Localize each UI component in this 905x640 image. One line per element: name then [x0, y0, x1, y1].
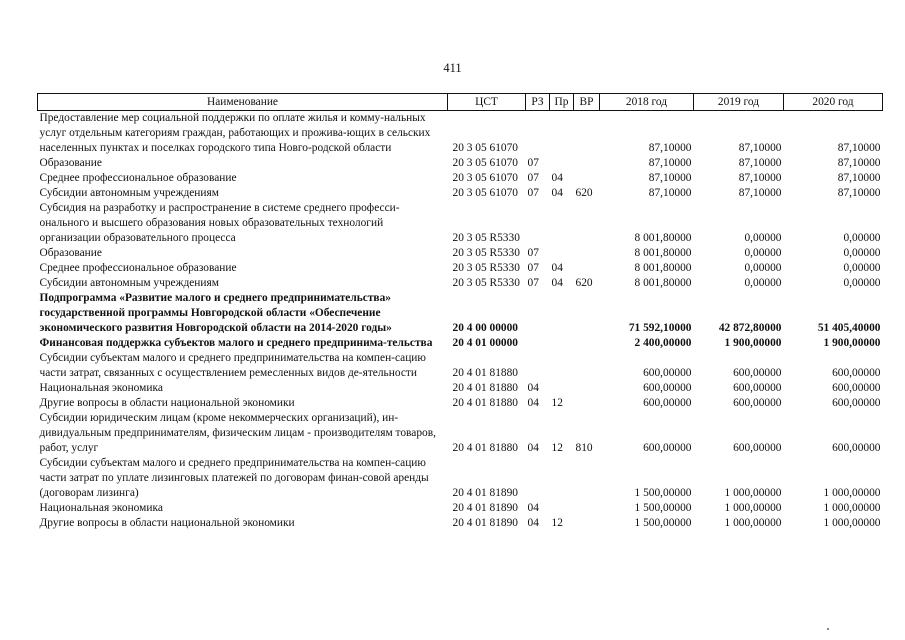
row-amount-2019: 1 000,00000 — [724, 487, 782, 499]
row-amount-2018: 600,00000 — [643, 442, 692, 454]
row-cst: 20 3 05 61070 — [452, 172, 518, 184]
table-row — [38, 246, 883, 261]
row-name: Национальная экономика — [39, 502, 163, 514]
row-amount-2020: 87,10000 — [837, 187, 881, 199]
row-cst: 20 3 05 R5330 — [452, 232, 520, 244]
row-pr — [550, 381, 574, 396]
row-vr — [574, 396, 600, 411]
header-2019: 2019 год — [694, 94, 784, 111]
row-amount-2020: 600,00000 — [832, 367, 881, 379]
header-2018: 2018 год — [600, 94, 694, 111]
row-amount-2019: 0,00000 — [744, 232, 782, 244]
row-vr — [574, 501, 600, 516]
row-amount-2020: 600,00000 — [832, 397, 881, 409]
row-rz — [526, 111, 550, 157]
row-amount-2020: 87,10000 — [837, 172, 881, 184]
row-name: Субсидии автономным учреждениям — [39, 187, 219, 199]
row-name: Среднее профессиональное образование — [39, 262, 237, 274]
row-rz: 07 — [527, 172, 539, 184]
row-pr — [550, 246, 574, 261]
table-row — [38, 456, 883, 501]
row-rz — [526, 201, 550, 246]
row-amount-2020: 1 000,00000 — [823, 487, 881, 499]
row-name: Субсидия на разработку и распространение в системе среднего професси-онального и высшего образования новых образовательных технологий организации образовательного процесса — [39, 202, 400, 244]
row-vr: 620 — [575, 187, 593, 199]
row-amount-2019: 87,10000 — [738, 142, 782, 154]
table-row — [38, 201, 883, 246]
row-amount-2020: 1 000,00000 — [823, 502, 881, 514]
row-rz: 07 — [527, 262, 539, 274]
row-rz: 04 — [527, 397, 539, 409]
row-vr — [574, 261, 600, 276]
row-cst: 20 4 01 81880 — [452, 382, 518, 394]
row-name: Образование — [39, 157, 102, 169]
row-amount-2020: 87,10000 — [837, 142, 881, 154]
table-row — [38, 516, 883, 531]
table-row — [38, 351, 883, 381]
row-vr — [574, 291, 600, 336]
row-vr: 810 — [575, 442, 593, 454]
row-amount-2019: 87,10000 — [738, 187, 782, 199]
table-row — [38, 261, 883, 276]
row-amount-2018: 1 500,00000 — [634, 502, 692, 514]
row-cst: 20 4 01 81880 — [452, 367, 518, 379]
row-cst: 20 4 00 00000 — [452, 322, 518, 334]
row-vr — [574, 201, 600, 246]
row-pr: 04 — [551, 172, 563, 184]
row-cst: 20 4 01 81880 — [452, 397, 518, 409]
row-amount-2018: 8 001,80000 — [634, 262, 692, 274]
row-amount-2018: 71 592,10000 — [628, 322, 692, 334]
row-amount-2020: 87,10000 — [837, 157, 881, 169]
table-row — [38, 381, 883, 396]
row-pr — [550, 501, 574, 516]
row-cst: 20 3 05 R5330 — [452, 262, 520, 274]
table-row — [38, 501, 883, 516]
row-amount-2019: 87,10000 — [738, 172, 782, 184]
row-amount-2020: 0,00000 — [843, 262, 881, 274]
row-pr — [550, 111, 574, 157]
row-amount-2018: 600,00000 — [643, 367, 692, 379]
row-name: Субсидии субъектам малого и среднего предпринимательства на компен-сацию части затрат по уплате лизинговых платежей по договорам финан-совой аренды (договорам лизинга) — [39, 457, 429, 499]
row-cst: 20 3 05 61070 — [452, 187, 518, 199]
header-name: Наименование — [38, 94, 448, 111]
table-header-row — [38, 94, 883, 111]
row-pr: 04 — [551, 277, 563, 289]
row-amount-2019: 600,00000 — [733, 382, 782, 394]
row-amount-2020: 0,00000 — [843, 232, 881, 244]
table-row — [38, 171, 883, 186]
row-amount-2018: 2 400,00000 — [634, 337, 692, 349]
header-pr: Пр — [550, 94, 574, 111]
row-vr — [574, 381, 600, 396]
row-pr — [550, 456, 574, 501]
row-pr — [550, 351, 574, 381]
table-body — [38, 111, 883, 532]
header-vr: ВР — [574, 94, 600, 111]
row-vr — [574, 336, 600, 351]
row-name: Среднее профессиональное образование — [39, 172, 237, 184]
row-rz: 04 — [527, 442, 539, 454]
row-pr: 12 — [551, 397, 563, 409]
row-amount-2018: 8 001,80000 — [634, 232, 692, 244]
table-row — [38, 291, 883, 336]
row-amount-2018: 87,10000 — [648, 187, 692, 199]
row-cst: 20 4 01 00000 — [452, 337, 518, 349]
header-rz: РЗ — [526, 94, 550, 111]
row-rz: 07 — [527, 277, 539, 289]
row-rz: 07 — [527, 247, 539, 259]
row-pr: 04 — [551, 262, 563, 274]
row-amount-2018: 8 001,80000 — [634, 247, 692, 259]
row-vr — [574, 111, 600, 157]
row-name: Субсидии юридическим лицам (кроме некоммерческих организаций), ин-дивидуальным предпринимателям, физическим лицам - производителям товаров, работ, услуг — [39, 412, 436, 454]
row-amount-2018: 8 001,80000 — [634, 277, 692, 289]
row-rz: 07 — [527, 157, 539, 169]
row-amount-2019: 600,00000 — [733, 397, 782, 409]
row-rz: 07 — [527, 187, 539, 199]
row-amount-2019: 0,00000 — [744, 277, 782, 289]
scan-speck — [827, 628, 829, 630]
table-row — [38, 111, 883, 157]
row-name: Другие вопросы в области национальной экономики — [39, 397, 295, 409]
row-pr — [550, 291, 574, 336]
table-row — [38, 156, 883, 171]
row-name: Национальная экономика — [39, 382, 163, 394]
row-name: Субсидии автономным учреждениям — [39, 277, 219, 289]
row-cst: 20 4 01 81880 — [452, 442, 518, 454]
row-rz — [526, 336, 550, 351]
row-amount-2020: 600,00000 — [832, 382, 881, 394]
row-amount-2020: 0,00000 — [843, 247, 881, 259]
row-cst: 20 4 01 81890 — [452, 502, 518, 514]
row-name: Финансовая поддержка субъектов малого и среднего предпринима-тельства — [39, 337, 433, 349]
row-rz — [526, 351, 550, 381]
row-amount-2019: 1 900,00000 — [724, 337, 782, 349]
row-name: Другие вопросы в области национальной экономики — [39, 517, 295, 529]
table-row — [38, 276, 883, 291]
row-rz: 04 — [527, 502, 539, 514]
row-vr — [574, 516, 600, 531]
page-number: 411 — [443, 61, 462, 75]
row-amount-2018: 87,10000 — [648, 142, 692, 154]
row-vr: 620 — [575, 277, 593, 289]
row-amount-2020: 0,00000 — [843, 277, 881, 289]
row-amount-2019: 600,00000 — [733, 367, 782, 379]
row-amount-2019: 600,00000 — [733, 442, 782, 454]
row-amount-2020: 600,00000 — [832, 442, 881, 454]
row-name: Подпрограмма «Развитие малого и среднего предпринимательства» государственной программы Новгородской области «Обеспечение экономического развития Новгородской области на 2014-2020 годы» — [39, 292, 392, 334]
row-amount-2019: 0,00000 — [744, 262, 782, 274]
row-amount-2018: 600,00000 — [643, 397, 692, 409]
row-cst: 20 4 01 81890 — [452, 487, 518, 499]
row-amount-2020: 51 405,40000 — [817, 322, 881, 334]
row-cst: 20 3 05 61070 — [452, 142, 518, 154]
row-name: Образование — [39, 247, 102, 259]
row-rz — [526, 291, 550, 336]
row-amount-2018: 87,10000 — [648, 157, 692, 169]
row-pr: 12 — [551, 442, 563, 454]
row-amount-2019: 1 000,00000 — [724, 502, 782, 514]
row-vr — [574, 456, 600, 501]
row-rz: 04 — [527, 517, 539, 529]
row-vr — [574, 351, 600, 381]
budget-table — [37, 93, 883, 531]
row-pr — [550, 201, 574, 246]
header-2020: 2020 год — [784, 94, 883, 111]
row-amount-2018: 600,00000 — [643, 382, 692, 394]
row-amount-2019: 1 000,00000 — [724, 517, 782, 529]
row-cst: 20 4 01 81890 — [452, 517, 518, 529]
row-vr — [574, 156, 600, 171]
table-row — [38, 336, 883, 351]
row-rz — [526, 456, 550, 501]
row-name: Субсидии субъектам малого и среднего предпринимательства на компен-сацию части затрат, связанных с осуществлением ремесленных видов де-ятельности — [39, 352, 426, 379]
row-amount-2018: 1 500,00000 — [634, 487, 692, 499]
table-row — [38, 411, 883, 456]
row-amount-2018: 1 500,00000 — [634, 517, 692, 529]
row-amount-2019: 0,00000 — [744, 247, 782, 259]
row-rz: 04 — [527, 382, 539, 394]
row-pr — [550, 336, 574, 351]
row-cst: 20 3 05 61070 — [452, 157, 518, 169]
row-amount-2020: 1 900,00000 — [823, 337, 881, 349]
row-amount-2019: 42 872,80000 — [718, 322, 782, 334]
table-row — [38, 186, 883, 201]
row-amount-2019: 87,10000 — [738, 157, 782, 169]
row-cst: 20 3 05 R5330 — [452, 247, 520, 259]
row-pr: 04 — [551, 187, 563, 199]
row-amount-2020: 1 000,00000 — [823, 517, 881, 529]
table-row — [38, 396, 883, 411]
row-name: Предоставление мер социальной поддержки по оплате жилья и комму-нальных услуг отдельным категориям граждан, работающих и прожива-ющих в сельских населенных пунктах и поселках городского типа Новго-родской области — [39, 112, 431, 154]
header-cst: ЦСТ — [448, 94, 526, 111]
row-vr — [574, 171, 600, 186]
row-amount-2018: 87,10000 — [648, 172, 692, 184]
row-pr: 12 — [551, 517, 563, 529]
row-cst: 20 3 05 R5330 — [452, 277, 520, 289]
row-vr — [574, 246, 600, 261]
row-pr — [550, 156, 574, 171]
